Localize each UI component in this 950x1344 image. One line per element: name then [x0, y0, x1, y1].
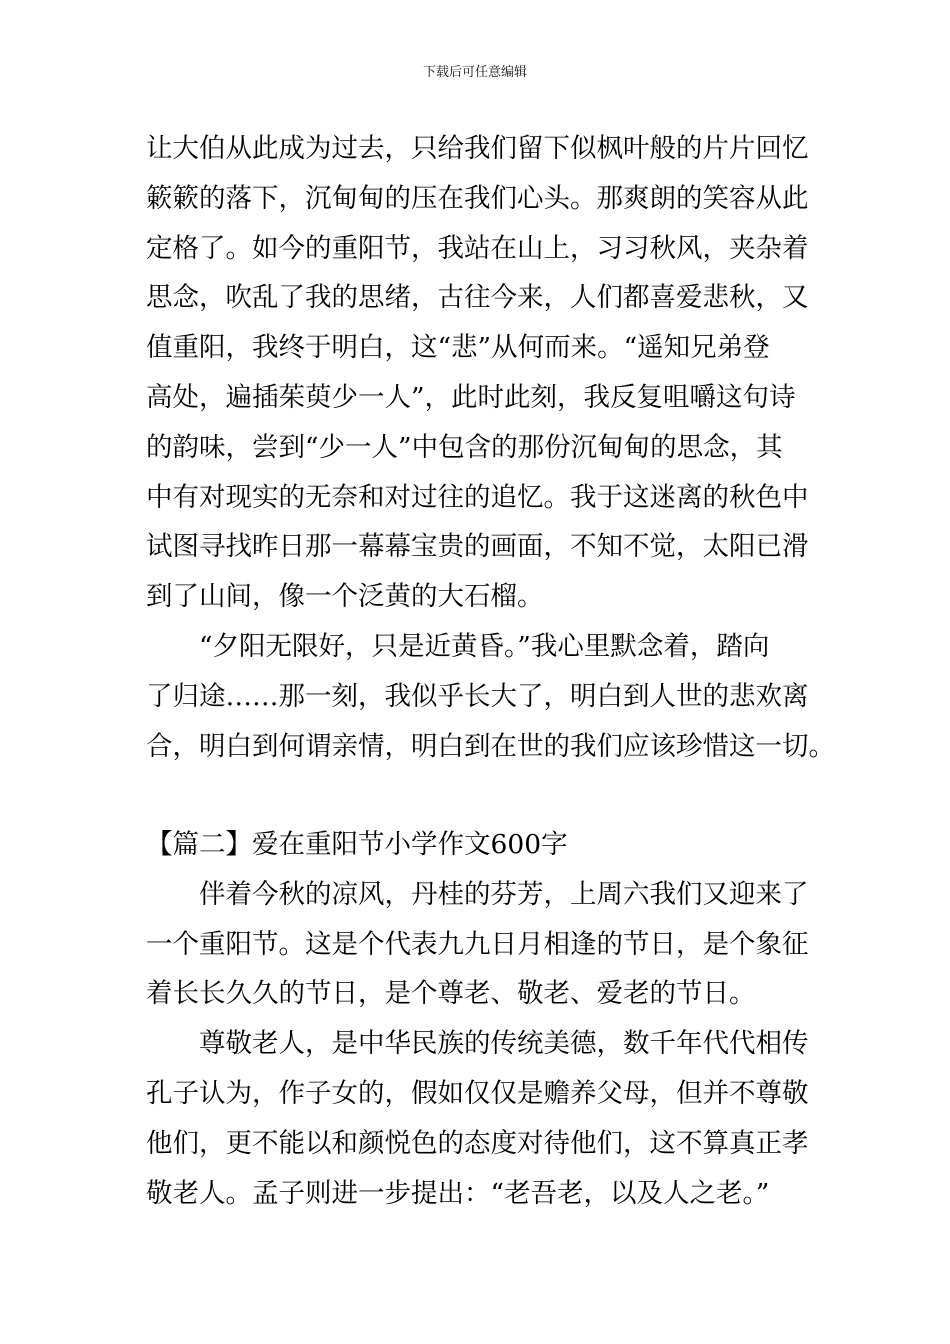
text-line: 他们，更不能以和颜悦色的态度对待他们，这不算真正孝 — [146, 1127, 809, 1159]
text-line-paragraph-start: “夕阳无限好，只是近黄昏。”我心里默念着，踏向 — [199, 630, 770, 662]
text-line: 到了山间，像一个泛黄的大石榴。 — [146, 581, 544, 613]
text-line: 的韵味，尝到“少一人”中包含的那份沉甸甸的思念，其 — [146, 431, 783, 463]
text-line: 一个重阳节。这是个代表九九日月相逢的节日，是个象征 — [146, 928, 809, 960]
text-line: 了归途……那一刻，我似乎长大了，明白到人世的悲欢离 — [146, 680, 809, 712]
text-line: 值重阳，我终于明白，这“悲”从何而来。“遥知兄弟登 — [146, 332, 770, 364]
text-line: 高处，遍插茱萸少一人”，此时此刻，我反复咀嚼这句诗 — [146, 381, 796, 413]
text-line: 试图寻找昨日那一幕幕宝贵的画面，不知不觉，太阳已滑 — [146, 531, 809, 563]
text-line-paragraph-start: 尊敬老人，是中华民族的传统美德，数千年代代相传 — [199, 1028, 809, 1060]
text-line: 中有对现实的无奈和对过往的追忆。我于这迷离的秋色中 — [146, 481, 809, 513]
text-line: 合，明白到何谓亲情，明白到在世的我们应该珍惜这一切。 — [146, 730, 835, 762]
text-line: 簌簌的落下，沉甸甸的压在我们心头。那爽朗的笑容从此 — [146, 182, 809, 214]
text-line: 让大伯从此成为过去，只给我们留下似枫叶般的片片回忆 — [146, 133, 809, 164]
section-heading: 【篇二】爱在重阳节小学作文600字 — [146, 829, 568, 860]
text-line: 敬老人。孟子则进一步提出：“老吾老，以及人之老。” — [146, 1177, 770, 1209]
text-line: 思念，吹乱了我的思绪，古往今来，人们都喜爱悲秋，又 — [146, 282, 809, 314]
essay-section-1 — [146, 124, 835, 771]
text-line: 着长长久久的节日，是个尊老、敬老、爱老的节日。 — [146, 978, 756, 1010]
page-header: 下载后可任意编辑 — [422, 65, 527, 80]
text-line: 孔子认为，作子女的，假如仅仅是赡养父母，但并不尊敬 — [146, 1077, 809, 1109]
text-line-paragraph-start: 伴着今秋的凉风，丹桂的芬芳，上周六我们又迎来了 — [199, 878, 809, 910]
essay-section-2 — [146, 820, 809, 1218]
text-line: 定格了。如今的重阳节，我站在山上，习习秋风，夹杂着 — [146, 232, 809, 264]
